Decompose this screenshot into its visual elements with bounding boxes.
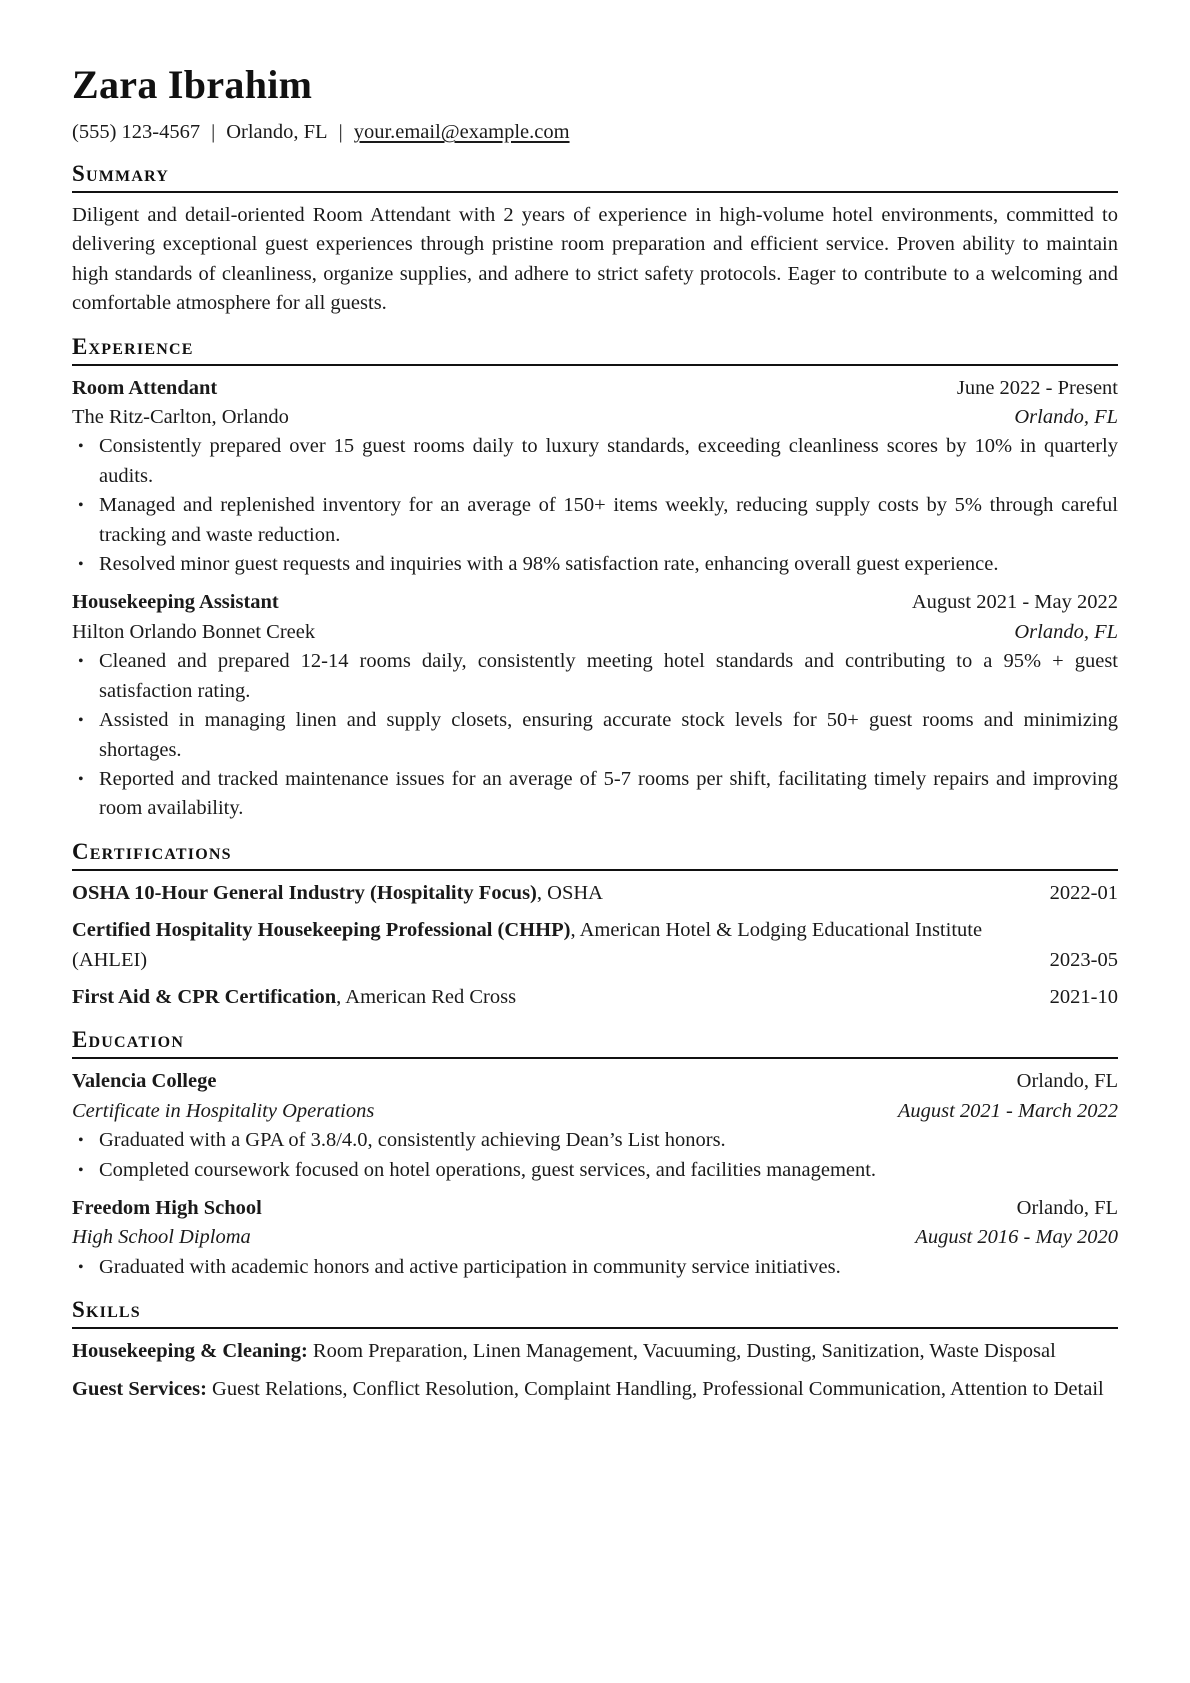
section-title-skills: Skills [72,1296,1118,1329]
job-dates: August 2021 - May 2022 [911,591,1118,614]
experience-section [72,333,1118,824]
skill-list: Room Preparation, Linen Management, Vacuuming, Dusting, Sanitization, Waste Disposal [312,1340,1056,1363]
education-entry [72,1194,1118,1282]
separator: | [211,121,216,143]
certification-name: First Aid & CPR Certification [72,985,337,1008]
job-bullets [72,432,1118,579]
phone: (555) 123-4567 [72,121,201,143]
certification-name: OSHA 10-Hour General Industry (Hospitality Focus) [72,881,537,904]
education-bullets [72,1253,1118,1282]
bullet-item: • Consistently prepared over 15 guest rooms daily to luxury standards, exceeding cleanliness scores by 10% in quarterly audits. [72,432,1118,491]
job-dates: June 2022 - Present [956,376,1118,399]
bullet-item: • Reported and tracked maintenance issues for an average of 5-7 rooms per shift, facilitating timely repairs and improving room availability. [72,765,1118,824]
school-location: Orlando, FL [1016,1196,1118,1219]
certification-entry: OSHA 10-Hour General Industry (Hospitality Focus), OSHA 2022-01 [72,879,1118,908]
job-title: Housekeeping Assistant [72,591,279,614]
certification-issuer: American Red Cross [345,985,517,1008]
company-name: Hilton Orlando Bonnet Creek [72,620,316,643]
candidate-name: Zara Ibrahim [72,62,313,107]
skill-category: Guest Services: [72,1377,207,1400]
experience-entry [72,374,1118,580]
certification-issuer: American Hotel & Lodging Educational Institute (AHLEI) [72,919,983,971]
bullet-item: • Resolved minor guest requests and inquiries with a 98% satisfaction rate, enhancing overall guest experience. [72,550,1118,579]
job-bullets [72,647,1118,823]
location: Orlando, FL [226,121,328,143]
email-link[interactable]: your.email@example.com [353,121,570,143]
section-title-certifications: Certifications [72,838,1118,871]
summary-section [72,160,1118,319]
bullet-item: • Graduated with academic honors and active participation in community service initiatives. [72,1253,1118,1282]
bullet-item: • Cleaned and prepared 12-14 rooms daily, consistently meeting hotel standards and contributing to a 95% + guest satisfaction rating. [72,647,1118,706]
certifications-section [72,838,1118,1013]
certification-entry: First Aid & CPR Certification, American Red Cross 2021-10 [72,983,1118,1012]
bullet-item: • Assisted in managing linen and supply closets, ensuring accurate stock levels for 50+ guest rooms and minimizing shortages. [72,706,1118,765]
skills-section [72,1296,1118,1404]
bullet-item: • Completed coursework focused on hotel operations, guest services, and facilities management. [72,1156,1118,1185]
summary-text: Diligent and detail-oriented Room Attendant with 2 years of experience in high-volume hotel environments, committed to delivering exceptional guest experiences through pristine room preparation and efficient service. Proven ability to maintain high standards of cleanliness, organize supplies, and adhere to strict safety protocols. Eager to contribute to a welcoming and comfortable atmosphere for all guests. [72,204,1118,315]
job-location: Orlando, FL [1014,406,1118,429]
certification-entry: Certified Hospitality Housekeeping Professional (CHHP), American Hotel & Lodging Educational Institute (AHLEI) 2023-05 [72,916,1118,975]
school-name: Freedom High School [72,1196,262,1219]
school-location: Orlando, FL [1016,1070,1118,1093]
education-entry [72,1067,1118,1185]
skill-category: Housekeeping & Cleaning: [72,1340,308,1363]
contact-line [72,118,1118,146]
company-name: The Ritz-Carlton, Orlando [72,406,289,429]
skill-list: Guest Relations, Conflict Resolution, Complaint Handling, Professional Communication, Attention to Detail [212,1377,1104,1400]
section-title-education: Education [72,1026,1118,1059]
degree: Certificate in Hospitality Operations [72,1099,375,1122]
certification-date: 2021-10 [1049,985,1118,1008]
education-bullets [72,1126,1118,1185]
certification-name: Certified Hospitality Housekeeping Professional (CHHP) [72,919,571,942]
section-title-experience: Experience [72,333,1118,366]
bullet-item: • Graduated with a GPA of 3.8/4.0, consistently achieving Dean’s List honors. [72,1126,1118,1155]
school-name: Valencia College [72,1070,217,1093]
bullet-item: • Managed and replenished inventory for an average of 150+ items weekly, reducing supply costs by 5% through careful tracking and waste reduction. [72,491,1118,550]
job-title: Room Attendant [72,376,218,399]
section-title-summary: Summary [72,160,1118,193]
skill-group [72,1375,1118,1404]
separator: | [338,121,343,143]
certification-issuer: OSHA [547,881,603,904]
education-dates: August 2021 - March 2022 [897,1099,1118,1122]
experience-entry [72,588,1118,823]
certification-date: 2022-01 [1049,881,1118,904]
job-location: Orlando, FL [1014,620,1118,643]
skill-group [72,1337,1118,1366]
education-section [72,1026,1118,1282]
education-dates: August 2016 - May 2020 [915,1226,1118,1249]
certification-date: 2023-05 [1049,948,1118,971]
degree: High School Diploma [72,1226,251,1249]
